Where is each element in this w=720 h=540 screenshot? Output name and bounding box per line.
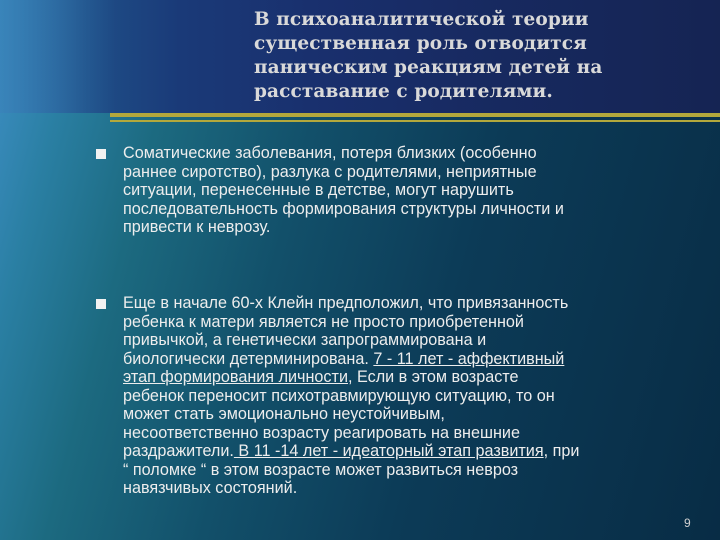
bullet-line: Еще в начале 60-х Клейн предположил, что привязанность [123,294,569,312]
title-band-fade [0,0,115,113]
title-line: существенная роль отводится [254,33,587,54]
title-line: расставание с родителями. [254,81,553,102]
bullet-fragment: раздражители. [123,442,234,460]
square-bullet-icon [96,299,106,309]
bullet-line [123,350,703,369]
bullet-line: “ поломке “ в этом возрасте может развиться невроз [123,460,519,479]
bullet-line [123,442,703,461]
bullet-line: привычкой, а генетически запрограммирована и [123,331,487,349]
bullet-line: может стать эмоционально неустойчивым, [123,405,445,423]
underlined-phrase: В 11 -14 лет - идеаторный этап развития [233,442,544,460]
bullet-text [123,144,703,237]
bullet-fragment: , при [543,442,580,460]
bullet-line: Соматические заболевания, потеря близких (особенно [123,144,537,162]
bullet-line: несоответственно возрасту реагировать на внешние [123,423,520,442]
title-divider-thin [110,120,720,122]
bullet-line [123,368,703,387]
bullet-fragment: биологически детерминирована. [123,349,374,368]
page-number: 9 [684,516,691,530]
bullet-line: последовательность формирования структуры личности и [123,199,564,218]
title-line: В психоаналитической теории [254,9,589,30]
underlined-phrase: этап формирования личности [123,368,348,386]
bullet-line: привести к неврозу. [123,218,271,236]
bullet-line: ситуации, перенесенные в детстве, могут нарушить [123,181,514,199]
underlined-phrase: 7 - 11 лет - аффективный [373,349,565,368]
bullet-line: навязчивых состояний. [123,479,298,497]
title-divider-thick [110,113,720,117]
bullet-line: раннее сиротство), разлука с родителями, неприятные [123,162,537,181]
square-bullet-icon [96,149,106,159]
bullet-line: ребенка к матери является не просто приобретенной [123,312,524,331]
title-line: паническим реакциям детей на [254,57,603,78]
bullet-text [123,294,703,498]
bullet-fragment: , Если в этом возрасте [347,368,519,386]
bullet-line: ребенок переносит психотравмирующую ситуацию, то он [123,386,555,405]
slide-title [254,8,694,104]
